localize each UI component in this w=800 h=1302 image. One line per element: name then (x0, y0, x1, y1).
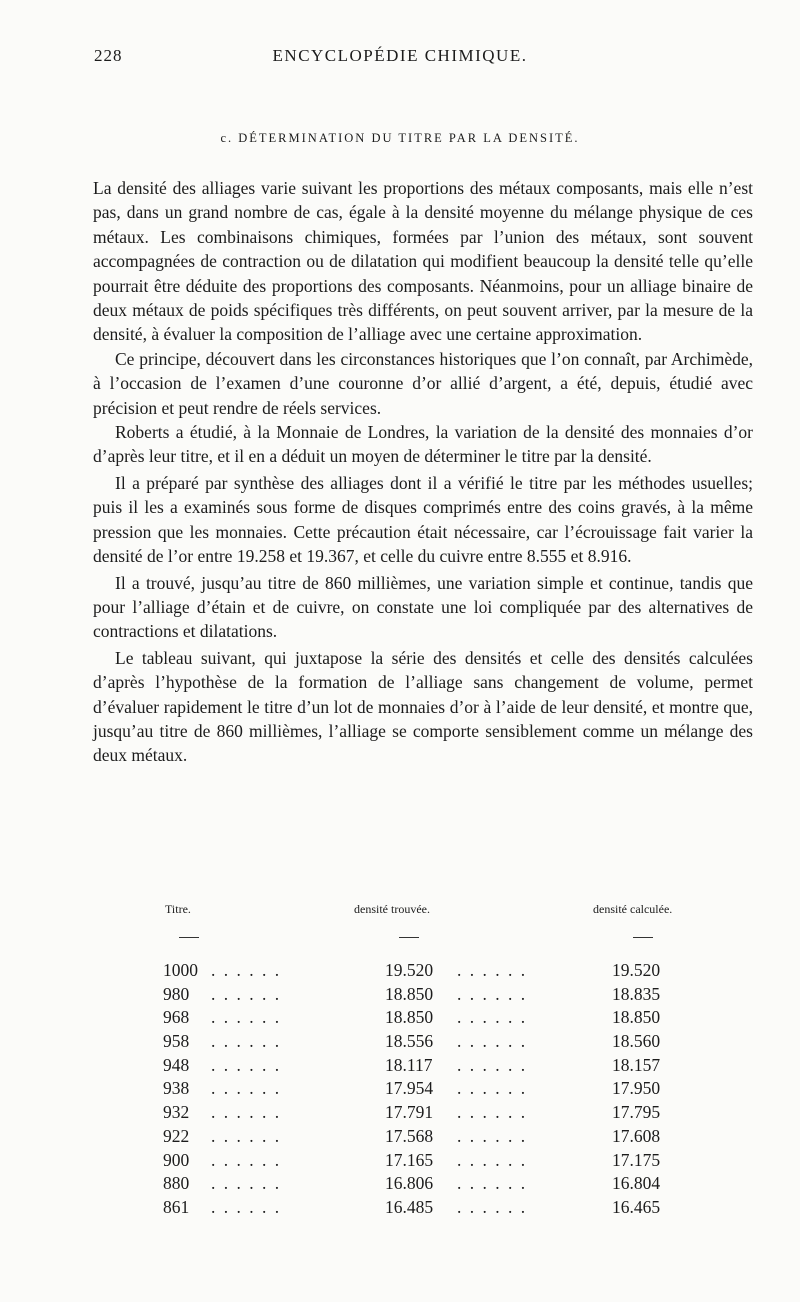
cell-titre: 958 (163, 1031, 190, 1052)
leader-dots: . . . . . . (211, 1031, 282, 1052)
cell-densite-calculee: 16.465 (612, 1196, 661, 1217)
paragraph: Il a préparé par synthèse des alliages dont il a vérifié le titre par les méthodes usuelles; puis il les a examinés sous forme de disques comprimés entre des coins gravés, à la même pression que les monnaies. Cette précaution était nécessaire, car l’écrouissage fait varier la densité de l’or entre 19.258 et 19.367, et celle du cuivre entre 8.555 et 8.916. (93, 472, 753, 567)
leader-dots: . . . . . . (457, 1078, 528, 1099)
cell-titre: 968 (163, 1007, 190, 1028)
leader-dots: . . . . . . (457, 1125, 528, 1146)
body-text (93, 176, 753, 768)
cell-densite-trouvee: 17.568 (385, 1125, 434, 1146)
cell-titre: 980 (163, 983, 190, 1004)
paragraph: Ce principe, découvert dans les circonstances historiques que l’on connaît, par Archimède, à l’occasion de l’examen d’une couronne d’or allié d’argent, a été, depuis, étudié avec précision et peut rendre de réels services. (93, 348, 753, 418)
cell-densite-trouvee: 19.520 (385, 960, 434, 980)
leader-dots: . . . . . . (457, 1054, 528, 1075)
leader-dots: . . . . . . (211, 1125, 282, 1146)
leader-dots: . . . . . . (457, 1007, 528, 1028)
table-row (93, 960, 753, 984)
rule-titre (179, 937, 199, 938)
cell-densite-trouvee: 17.791 (385, 1102, 434, 1123)
cell-densite-calculee: 17.795 (612, 1102, 661, 1123)
leader-dots: . . . . . . (457, 1102, 528, 1123)
cell-densite-trouvee: 17.954 (385, 1078, 434, 1099)
cell-titre: 1000 (163, 960, 198, 980)
leader-dots: . . . . . . (211, 1078, 282, 1099)
leader-dots: . . . . . . (457, 960, 528, 980)
table-row (93, 1126, 753, 1150)
column-header-densite-calculee: densité calculée. (593, 902, 673, 916)
leader-dots: . . . . . . (211, 1007, 282, 1028)
cell-titre: 922 (163, 1125, 190, 1146)
column-header-densite-trouvee: densité trouvée. (354, 902, 430, 916)
rule-calculee (633, 937, 653, 938)
leader-dots: . . . . . . (211, 960, 282, 980)
running-title: ENCYCLOPÉDIE CHIMIQUE. (272, 46, 528, 65)
table-row (93, 1031, 753, 1055)
table-row (93, 1102, 753, 1126)
rule-trouvee (399, 937, 419, 938)
table-row (93, 1173, 753, 1197)
leader-dots: . . . . . . (457, 1031, 528, 1052)
leader-dots: . . . . . . (211, 1102, 282, 1123)
cell-densite-trouvee: 17.165 (385, 1149, 434, 1170)
leader-dots: . . . . . . (211, 1149, 282, 1170)
cell-titre: 900 (163, 1149, 190, 1170)
table-row (93, 1150, 753, 1174)
page-header (0, 46, 800, 70)
cell-densite-trouvee: 16.806 (385, 1173, 434, 1194)
cell-densite-calculee: 17.608 (612, 1125, 661, 1146)
cell-titre: 880 (163, 1173, 190, 1194)
cell-densite-calculee: 16.804 (612, 1173, 661, 1194)
page-number: 228 (94, 46, 123, 65)
cell-densite-trouvee: 16.485 (385, 1196, 434, 1217)
cell-titre: 948 (163, 1054, 190, 1075)
column-header-titre: Titre. (165, 902, 191, 916)
cell-densite-calculee: 17.175 (612, 1149, 661, 1170)
table-row (93, 1007, 753, 1031)
table-row (93, 1197, 753, 1221)
cell-densite-calculee: 18.850 (612, 1007, 661, 1028)
paragraph: Roberts a étudié, à la Monnaie de Londres, la variation de la densité des monnaies d’or d’après leur titre, et il en a déduit un moyen de déterminer le titre par la densité. (93, 422, 753, 467)
cell-densite-calculee: 18.835 (612, 983, 661, 1004)
leader-dots: . . . . . . (457, 1173, 528, 1194)
leader-dots: . . . . . . (211, 1173, 282, 1194)
leader-dots: . . . . . . (211, 1196, 282, 1217)
cell-densite-calculee: 17.950 (612, 1078, 661, 1099)
table-row (93, 1078, 753, 1102)
leader-dots: . . . . . . (457, 1149, 528, 1170)
paragraph: Le tableau suivant, qui juxtapose la série des densités et celle des densités calculées d’après l’hypothèse de la formation de l’alliage sans changement de volume, permet d’évaluer rapidement le titre d’un lot de monnaies d’or à l’aide de leur densité, et montre que, jusqu’au titre de 860 millièmes, l’alliage se comporte sensiblement comme un mélange des deux métaux. (93, 647, 753, 766)
cell-titre: 932 (163, 1102, 190, 1123)
table-row (93, 1055, 753, 1079)
density-table (93, 960, 753, 1221)
leader-dots: . . . . . . (457, 1196, 528, 1217)
leader-dots: . . . . . . (211, 1054, 282, 1075)
cell-densite-calculee: 19.520 (612, 960, 661, 980)
header-rules (93, 930, 753, 946)
table-header (93, 902, 753, 922)
cell-densite-calculee: 18.560 (612, 1031, 661, 1052)
cell-densite-calculee: 18.157 (612, 1054, 661, 1075)
cell-densite-trouvee: 18.850 (385, 1007, 434, 1028)
section-title: c. DÉTERMINATION DU TITRE PAR LA DENSITÉ. (220, 131, 580, 145)
table-row (93, 984, 753, 1008)
paragraph: Il a trouvé, jusqu’au titre de 860 millièmes, une variation simple et continue, tandis que pour l’alliage d’étain et de cuivre, on constate une loi compliquée par des alternatives de contractions et dilatations. (93, 572, 753, 642)
cell-titre: 861 (163, 1196, 190, 1217)
cell-densite-trouvee: 18.117 (385, 1054, 433, 1075)
paragraph: La densité des alliages varie suivant les proportions des métaux composants, mais elle n’est pas, dans un grand nombre de cas, égale à la densité moyenne du mélange physique de ces métaux. Les combinaisons chimiques, formées par l’union des métaux, sont souvent accompagnées de contraction ou de dilatation qui modifient beaucoup la densité telle qu’elle pourrait être déduite des proportions des composants. Néanmoins, pour un alliage binaire de deux métaux de poids spécifiques très différents, on peut souvent arriver, par la mesure de la densité, à évaluer la composition de l’alliage avec une certaine approximation. (93, 178, 753, 345)
cell-densite-trouvee: 18.850 (385, 983, 434, 1004)
cell-densite-trouvee: 18.556 (385, 1031, 434, 1052)
leader-dots: . . . . . . (211, 983, 282, 1004)
leader-dots: . . . . . . (457, 983, 528, 1004)
cell-titre: 938 (163, 1078, 190, 1099)
